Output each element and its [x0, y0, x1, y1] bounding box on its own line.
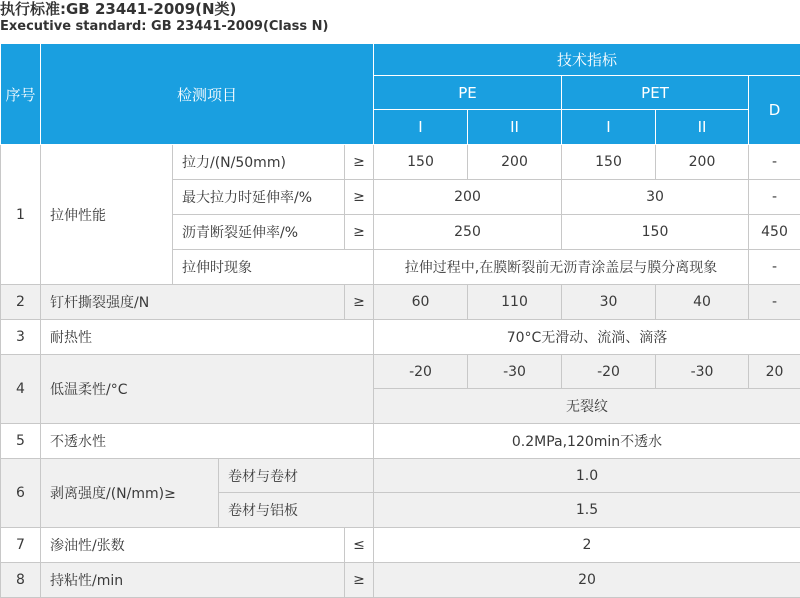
row-seq: 5: [1, 424, 41, 459]
header-pet-grade-2: II: [656, 110, 749, 145]
table-row: [1, 320, 800, 355]
row-seq: 6: [1, 459, 41, 528]
comparison-symbol: ≥: [345, 285, 374, 320]
sub-item-label: 卷材与铝板: [219, 493, 374, 528]
value-cell: 150: [562, 145, 656, 180]
header-pe-grade-1: I: [374, 110, 468, 145]
value-cell: 30: [562, 285, 656, 320]
comparison-symbol: ≥: [345, 180, 374, 215]
spec-table: [0, 43, 800, 598]
value-cell: 40: [656, 285, 749, 320]
header-seq: 序号: [1, 44, 41, 145]
table-row: [1, 528, 800, 563]
value-cell: -: [749, 250, 800, 285]
row-seq: 7: [1, 528, 41, 563]
row-seq: 3: [1, 320, 41, 355]
value-cell: 1.0: [374, 459, 800, 493]
value-cell: 450: [749, 215, 800, 250]
value-cell: -: [749, 180, 800, 215]
value-cell: 60: [374, 285, 468, 320]
value-cell: -20: [374, 355, 468, 389]
value-cell: -: [749, 145, 800, 180]
value-cell: 20: [374, 563, 800, 598]
table-row: [1, 285, 800, 320]
row-item-name: 耐热性: [41, 320, 374, 355]
row-item-name: 不透水性: [41, 424, 374, 459]
row-seq: 4: [1, 355, 41, 424]
table-row: [1, 355, 800, 389]
value-cell: -: [749, 285, 800, 320]
sub-item-label: 拉力/(N/50mm): [173, 145, 345, 180]
row-item-name: 低温柔性/°C: [41, 355, 374, 424]
table-row: [1, 563, 800, 598]
value-cell: 拉伸过程中,在膜断裂前无沥青涂盖层与膜分离现象: [374, 250, 749, 285]
value-cell: 30: [562, 180, 749, 215]
value-cell: 250: [374, 215, 562, 250]
header-pe: PE: [374, 76, 562, 110]
page-title: 执行标准:GB 23441-2009(N类): [0, 0, 236, 19]
sub-item-label: 拉伸时现象: [173, 250, 374, 285]
value-cell: 无裂纹: [374, 389, 800, 424]
value-cell: 70°C无滑动、流淌、滴落: [374, 320, 800, 355]
row-item-name: 钉杆撕裂强度/N: [41, 285, 345, 320]
header-item: 检测项目: [41, 44, 374, 145]
comparison-symbol: ≥: [345, 215, 374, 250]
value-cell: 20: [749, 355, 800, 389]
row-seq: 2: [1, 285, 41, 320]
comparison-symbol: ≥: [345, 563, 374, 598]
row-item-name: 渗油性/张数: [41, 528, 345, 563]
value-cell: 200: [656, 145, 749, 180]
header-pet: PET: [562, 76, 749, 110]
header-row-1: [1, 44, 800, 76]
value-cell: -30: [468, 355, 562, 389]
header-spec: 技术指标: [374, 44, 800, 76]
row-seq: 1: [1, 145, 41, 285]
header-pe-grade-2: II: [468, 110, 562, 145]
sub-item-label: 最大拉力时延伸率/%: [173, 180, 345, 215]
sub-item-label: 沥青断裂延伸率/%: [173, 215, 345, 250]
table-row: [1, 424, 800, 459]
sub-item-label: 卷材与卷材: [219, 459, 374, 493]
value-cell: 1.5: [374, 493, 800, 528]
table-row: [1, 459, 800, 493]
row-item-name: 拉伸性能: [41, 145, 173, 285]
row-item-name: 剥离强度/(N/mm)≥: [41, 459, 219, 528]
value-cell: 150: [562, 215, 749, 250]
header-d: D: [749, 76, 800, 145]
row-seq: 8: [1, 563, 41, 598]
comparison-symbol: ≤: [345, 528, 374, 563]
header-pet-grade-1: I: [562, 110, 656, 145]
table-row: [1, 145, 800, 180]
comparison-symbol: ≥: [345, 145, 374, 180]
value-cell: 110: [468, 285, 562, 320]
value-cell: 200: [468, 145, 562, 180]
value-cell: -20: [562, 355, 656, 389]
value-cell: 2: [374, 528, 800, 563]
value-cell: 150: [374, 145, 468, 180]
value-cell: -30: [656, 355, 749, 389]
value-cell: 0.2MPa,120min不透水: [374, 424, 800, 459]
row-item-name: 持粘性/min: [41, 563, 345, 598]
page-subtitle: Executive standard: GB 23441-2009(Class N): [0, 18, 328, 35]
value-cell: 200: [374, 180, 562, 215]
